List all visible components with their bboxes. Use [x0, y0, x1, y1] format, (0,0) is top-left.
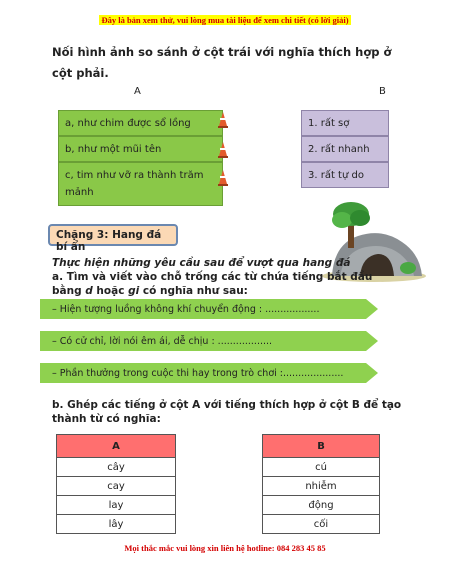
intro-line-3: bằng d hoặc gi có nghĩa như sau:: [52, 285, 248, 297]
table-a-cell[interactable]: lay: [57, 496, 176, 515]
table-b-header: B: [263, 435, 380, 458]
traffic-cone-icon: [218, 112, 228, 128]
table-a-cell[interactable]: cay: [57, 477, 176, 496]
right-item-1[interactable]: [301, 110, 389, 136]
table-a: [56, 434, 176, 534]
left-item-b[interactable]: [58, 136, 223, 162]
left-item-c[interactable]: [58, 162, 223, 206]
traffic-cone-icon: [218, 142, 228, 158]
left-item-label: c, tim như vỡ ra thành trăm mảnh: [65, 170, 204, 198]
fill-item-1[interactable]: [40, 299, 378, 319]
question-1: Nối hình ảnh so sánh ở cột trái với nghĩa thích hợp ở cột phải.: [52, 45, 392, 80]
preview-notice: [0, 8, 450, 27]
table-b-cell[interactable]: cối: [263, 515, 380, 534]
table-a-header: A: [57, 435, 176, 458]
question-2: b. Ghép các tiếng ở cột A với tiếng thích hợp ở cột B để tạo thành từ có nghĩa:: [52, 399, 402, 425]
table-a-cell[interactable]: lây: [57, 515, 176, 534]
right-item-label: 1. rất sợ: [308, 118, 350, 129]
table-b-cell[interactable]: động: [263, 496, 380, 515]
right-item-label: 3. rất tự do: [308, 170, 364, 181]
column-b-label: B: [379, 86, 386, 97]
fill-item-text: – Hiện tượng luồng không khí chuyển động : ..................: [52, 303, 320, 315]
intro-line-1: Thực hiện những yêu cầu sau để vượt qua hang đá: [52, 257, 351, 269]
traffic-cone-icon: [218, 170, 228, 186]
table-b-cell[interactable]: cú: [263, 458, 380, 477]
right-item-3[interactable]: [301, 162, 389, 188]
table-b-cell[interactable]: nhiễm: [263, 477, 380, 496]
column-a-label: A: [134, 86, 141, 97]
left-item-label: a, như chim được sổ lồng: [65, 118, 191, 129]
hotline-text: Mọi thắc mắc vui lòng xin liên hệ hotline: 084 283 45 85: [124, 543, 326, 553]
fill-item-text: – Phần thưởng trong cuộc thi hay trong trò chơi :....................: [52, 367, 344, 379]
fill-item-3[interactable]: [40, 363, 378, 383]
left-item-label: b, như một mũi tên: [65, 144, 162, 155]
table-a-cell[interactable]: cây: [57, 458, 176, 477]
hotline-notice: [0, 536, 450, 555]
right-item-2[interactable]: [301, 136, 389, 162]
chapter-title-text: Chặng 3: Hang đá bí ẩn: [56, 229, 162, 253]
right-item-label: 2. rất nhanh: [308, 144, 370, 155]
fill-item-text: – Có cử chỉ, lời nói êm ái, dễ chịu : ..................: [52, 335, 273, 347]
fill-item-2[interactable]: [40, 331, 378, 351]
table-b: [262, 434, 380, 534]
intro-line-2: a. Tìm và viết vào chỗ trống các từ chứa tiếng bắt đầu: [52, 271, 373, 283]
chapter-title: [48, 224, 178, 253]
left-item-a[interactable]: [58, 110, 223, 136]
task-intro: [52, 256, 382, 298]
preview-notice-text: Đây là bản xem thử, vui lòng mua tài liệu để xem chi tiết (có lời giải): [101, 15, 349, 25]
